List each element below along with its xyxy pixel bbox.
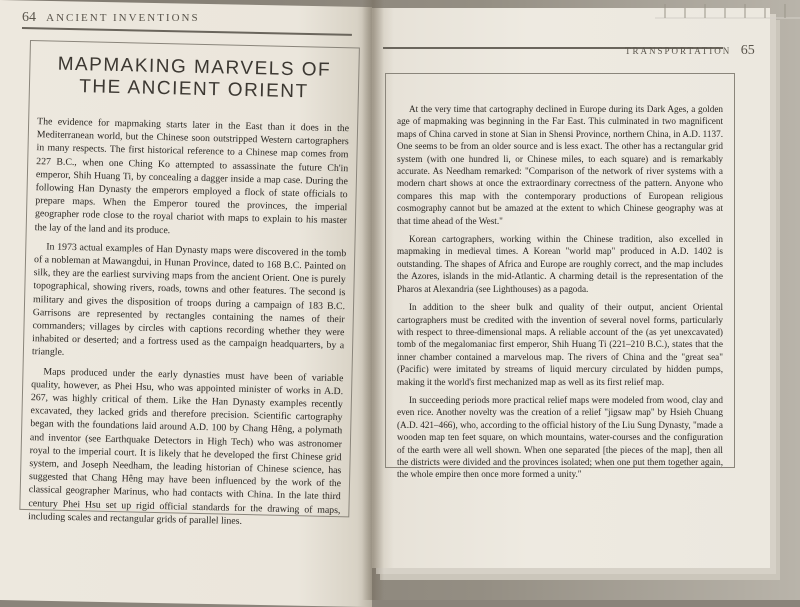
left-paragraph: Maps produced under the early dynasties must have been of variable quality, however, as Phei Hsu, who was appointed minister of works in A.D. 267, was highly critical of them. Like the Han Dynasty examples recently excavated, they lacked grids and therefore precision. Scientific cartography began with the foundations laid around A.D. 100 by Chang Hêng, a polymath and inventor (see Earthquake Detectors in High Tech) who was astronomer royal to the imperial court. It is likely that he developed the first Chinese grid system, and Joseph Needham, the leading historian of Chinese science, has suggested that Chang Hêng may have been influenced by the work of the classical geographer Marinus, who had contacts with China. In the late third century Phei Hsu set up rigid official standards for the drawing of maps, including scales and rectangular grids of parallel lines.: [28, 366, 344, 527]
left-page-number: 64: [22, 10, 36, 25]
ruler-edge-marks: [655, 0, 800, 30]
left-running-head: [22, 10, 200, 26]
left-paragraph: In 1973 actual examples of Han Dynasty maps were discovered in the tomb of a nobleman at Mawangdui, in Hunan Province, dated to 168 B.C. Painted on silk, they are the earliest surviving maps from the ancient Orient. One is purely topographical, showing rivers, roads, towns and other features. The second is military and gives the disposition of troops during a campaign of 183 B.C. Garrisons are represented by rectangles containing the names of their commanders; villages by circles with captions recording whether they were inhabited or deserted; and a fortress used as the campaign headquarters, by a triangle.: [31, 241, 347, 359]
left-text-frame: [19, 40, 360, 527]
article-title: [38, 53, 351, 104]
right-running-head: [625, 43, 755, 59]
left-running-title: ANCIENT INVENTIONS: [46, 12, 200, 24]
left-paragraph: The evidence for mapmaking starts later in the East than it does in the Mediterranean world, but the Chinese soon outstripped Western cartographers in many respects. The first historical reference to a Chinese map comes from 227 B.C., when one Ching Ko attempted to assassinate the future Ch'in emperor, Shih Huang Ti, by concealing a dagger inside a map case. During the following Han Dynasty the emperors employed a flock of state officials to prepare maps. When the Emperor toured the provinces, the imperial geographer rode close to the royal chariot with maps to explain to his master the lay of the land and its produce.: [34, 116, 350, 236]
article-title-line-2: THE ANCIENT ORIENT: [79, 76, 309, 103]
right-paragraph: In addition to the sheer bulk and quality of their output, ancient Oriental cartographers must be credited with the invention of several novel forms, particularly with respect to three-dimensional maps. A reliable account of the (as yet unexcavated) tomb of the megalomaniac first emperor, Shih Huang Ti (221–210 B.C.), states that the inner chamber contained a marvelous map. The rivers of China and the "great sea" (Pacific) were imitated by streams of liquid mercury circulated by hidden pumps, making it the world's first mechanized map as well as its first relief map.: [397, 302, 723, 387]
right-text-frame: [385, 73, 735, 480]
right-paragraph: In succeeding periods more practical relief maps were modeled from wood, clay and even rice. Another novelty was the creation of a relief "jigsaw map" by Hsieh Chuang (A.D. 421–466), who, according to the official history of the Liu Sung Dynasty, "made a wooden map ten feet square, on which mountains, water-courses and the configuration of the earth were all well shown. When one separated [the pieces of the map], then all the districts were divided and the provinces isolated; when one put them together again, the whole empire then once more formed a unity.": [397, 394, 723, 480]
right-body-text: [397, 103, 723, 481]
right-running-title: TRANSPORTATION: [625, 46, 732, 56]
right-paragraph: Korean cartographers, working within the Chinese tradition, also excelled in mapmaking in medieval times. A Korean "world map" produced in A.D. 1402 is outstanding. The shapes of Africa and Europe are roughly correct, and the map includes the Azores, islands in the mid-Atlantic. A charming detail is the representation of the Pharos at Alexandria (see Lighthouses) as a pagoda.: [397, 234, 723, 294]
right-paragraph: At the very time that cartography declined in Europe during its Dark Ages, a golden age of mapmaking was beginning in the Far East. This culminated in two magnificent maps of China carved in stone at Sian in Shensi Province, northern China, in A.D. 1137. One seems to be from an older source and is less exact. The other has a rectangular grid system (with one hundred li, or Chinese miles, to each square) and is remarkably accurate. As Needham remarked: "Comparison of the network of river systems with a modern chart shows at once the extraordinary correctness of the pattern. Anyone who compares this map with the contemporary productions of European religious cosmography cannot but be amazed at the extent to which Chinese geography was at that time ahead of the West.": [397, 104, 723, 226]
right-page-number: 65: [740, 43, 755, 58]
article-title-line-1: MAPMAKING MARVELS OF: [57, 53, 332, 81]
book-gutter: [362, 0, 384, 600]
left-body-text: [28, 115, 349, 530]
